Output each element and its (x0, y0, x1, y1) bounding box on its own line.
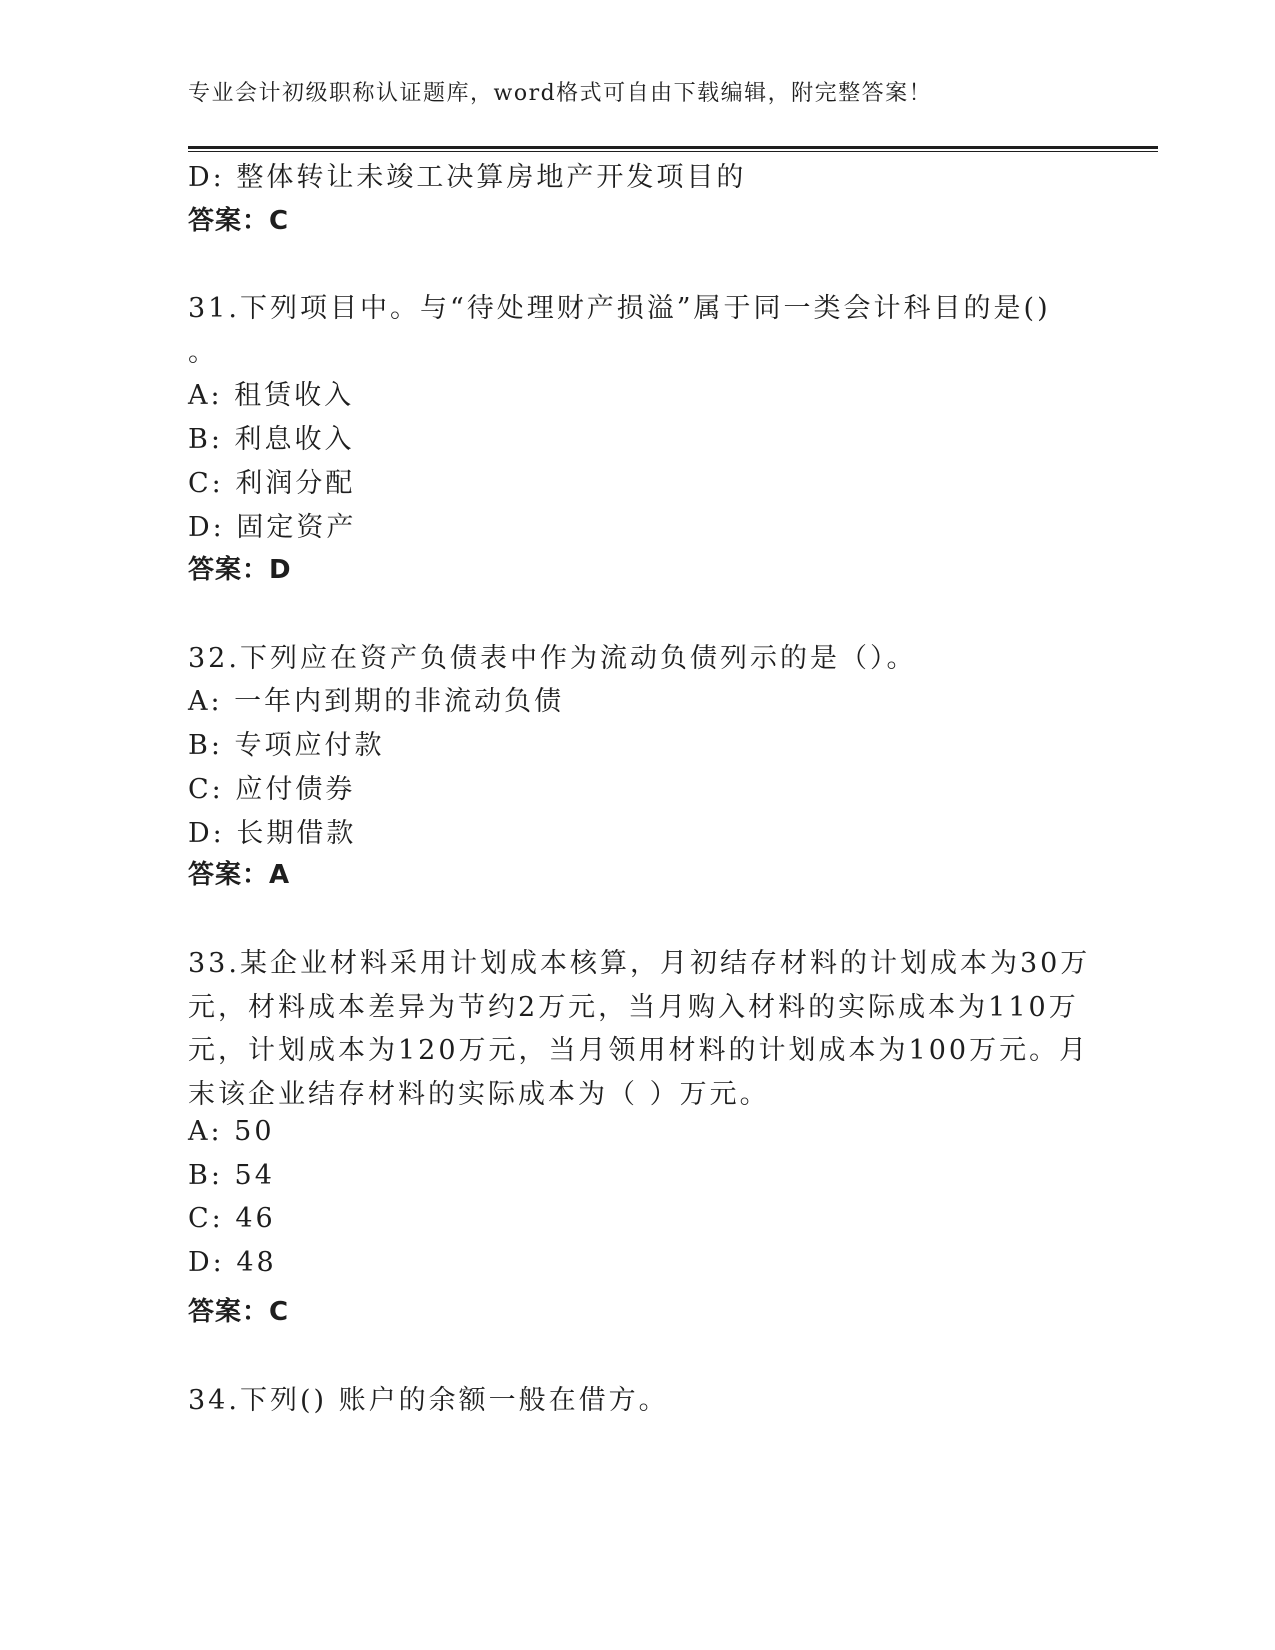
answer: 答案：C (188, 1297, 290, 1327)
option-d: D: 固定资产 (188, 512, 357, 543)
question-33-stem-cont: 元，材料成本差异为节约2万元，当月购入材料的实际成本为110万 (188, 992, 1079, 1023)
answer: 答案：D (188, 555, 292, 585)
question-33-stem-cont: 元，计划成本为120万元，当月领用材料的计划成本为100万元。月 (188, 1035, 1090, 1066)
question-32-stem: 32.下列应在资产负债表中作为流动负债列示的是（）。 (188, 643, 917, 674)
option-b: B: 54 (188, 1160, 275, 1191)
question-34-stem: 34.下列() 账户的余额一般在借方。 (188, 1385, 669, 1416)
page-header: 专业会计初级职称认证题库，word格式可自由下载编辑，附完整答案！ (188, 81, 933, 106)
question-31-stem-cont: 。 (188, 337, 218, 368)
header-divider (188, 146, 1158, 152)
option-d: D: 整体转让未竣工决算房地产开发项目的 (188, 162, 747, 193)
answer: 答案：A (188, 860, 291, 890)
option-a: A: 一年内到期的非流动负债 (188, 686, 565, 717)
answer: 答案：C (188, 206, 290, 236)
option-c: C: 46 (188, 1203, 276, 1234)
option-a: A: 租赁收入 (188, 380, 355, 411)
option-b: B: 专项应付款 (188, 730, 385, 761)
option-c: C: 利润分配 (188, 468, 356, 499)
question-33-stem: 33.某企业材料采用计划成本核算，月初结存材料的计划成本为30万 (188, 948, 1091, 979)
question-31-stem: 31.下列项目中。与“待处理财产损溢”属于同一类会计科目的是() (188, 293, 1051, 324)
option-b: B: 利息收入 (188, 424, 355, 455)
option-d: D: 长期借款 (188, 818, 357, 849)
option-d: D: 48 (188, 1247, 277, 1278)
question-33-stem-cont: 末该企业结存材料的实际成本为（ ）万元。 (188, 1079, 770, 1110)
option-a: A: 50 (188, 1116, 275, 1147)
option-c: C: 应付债券 (188, 774, 356, 805)
